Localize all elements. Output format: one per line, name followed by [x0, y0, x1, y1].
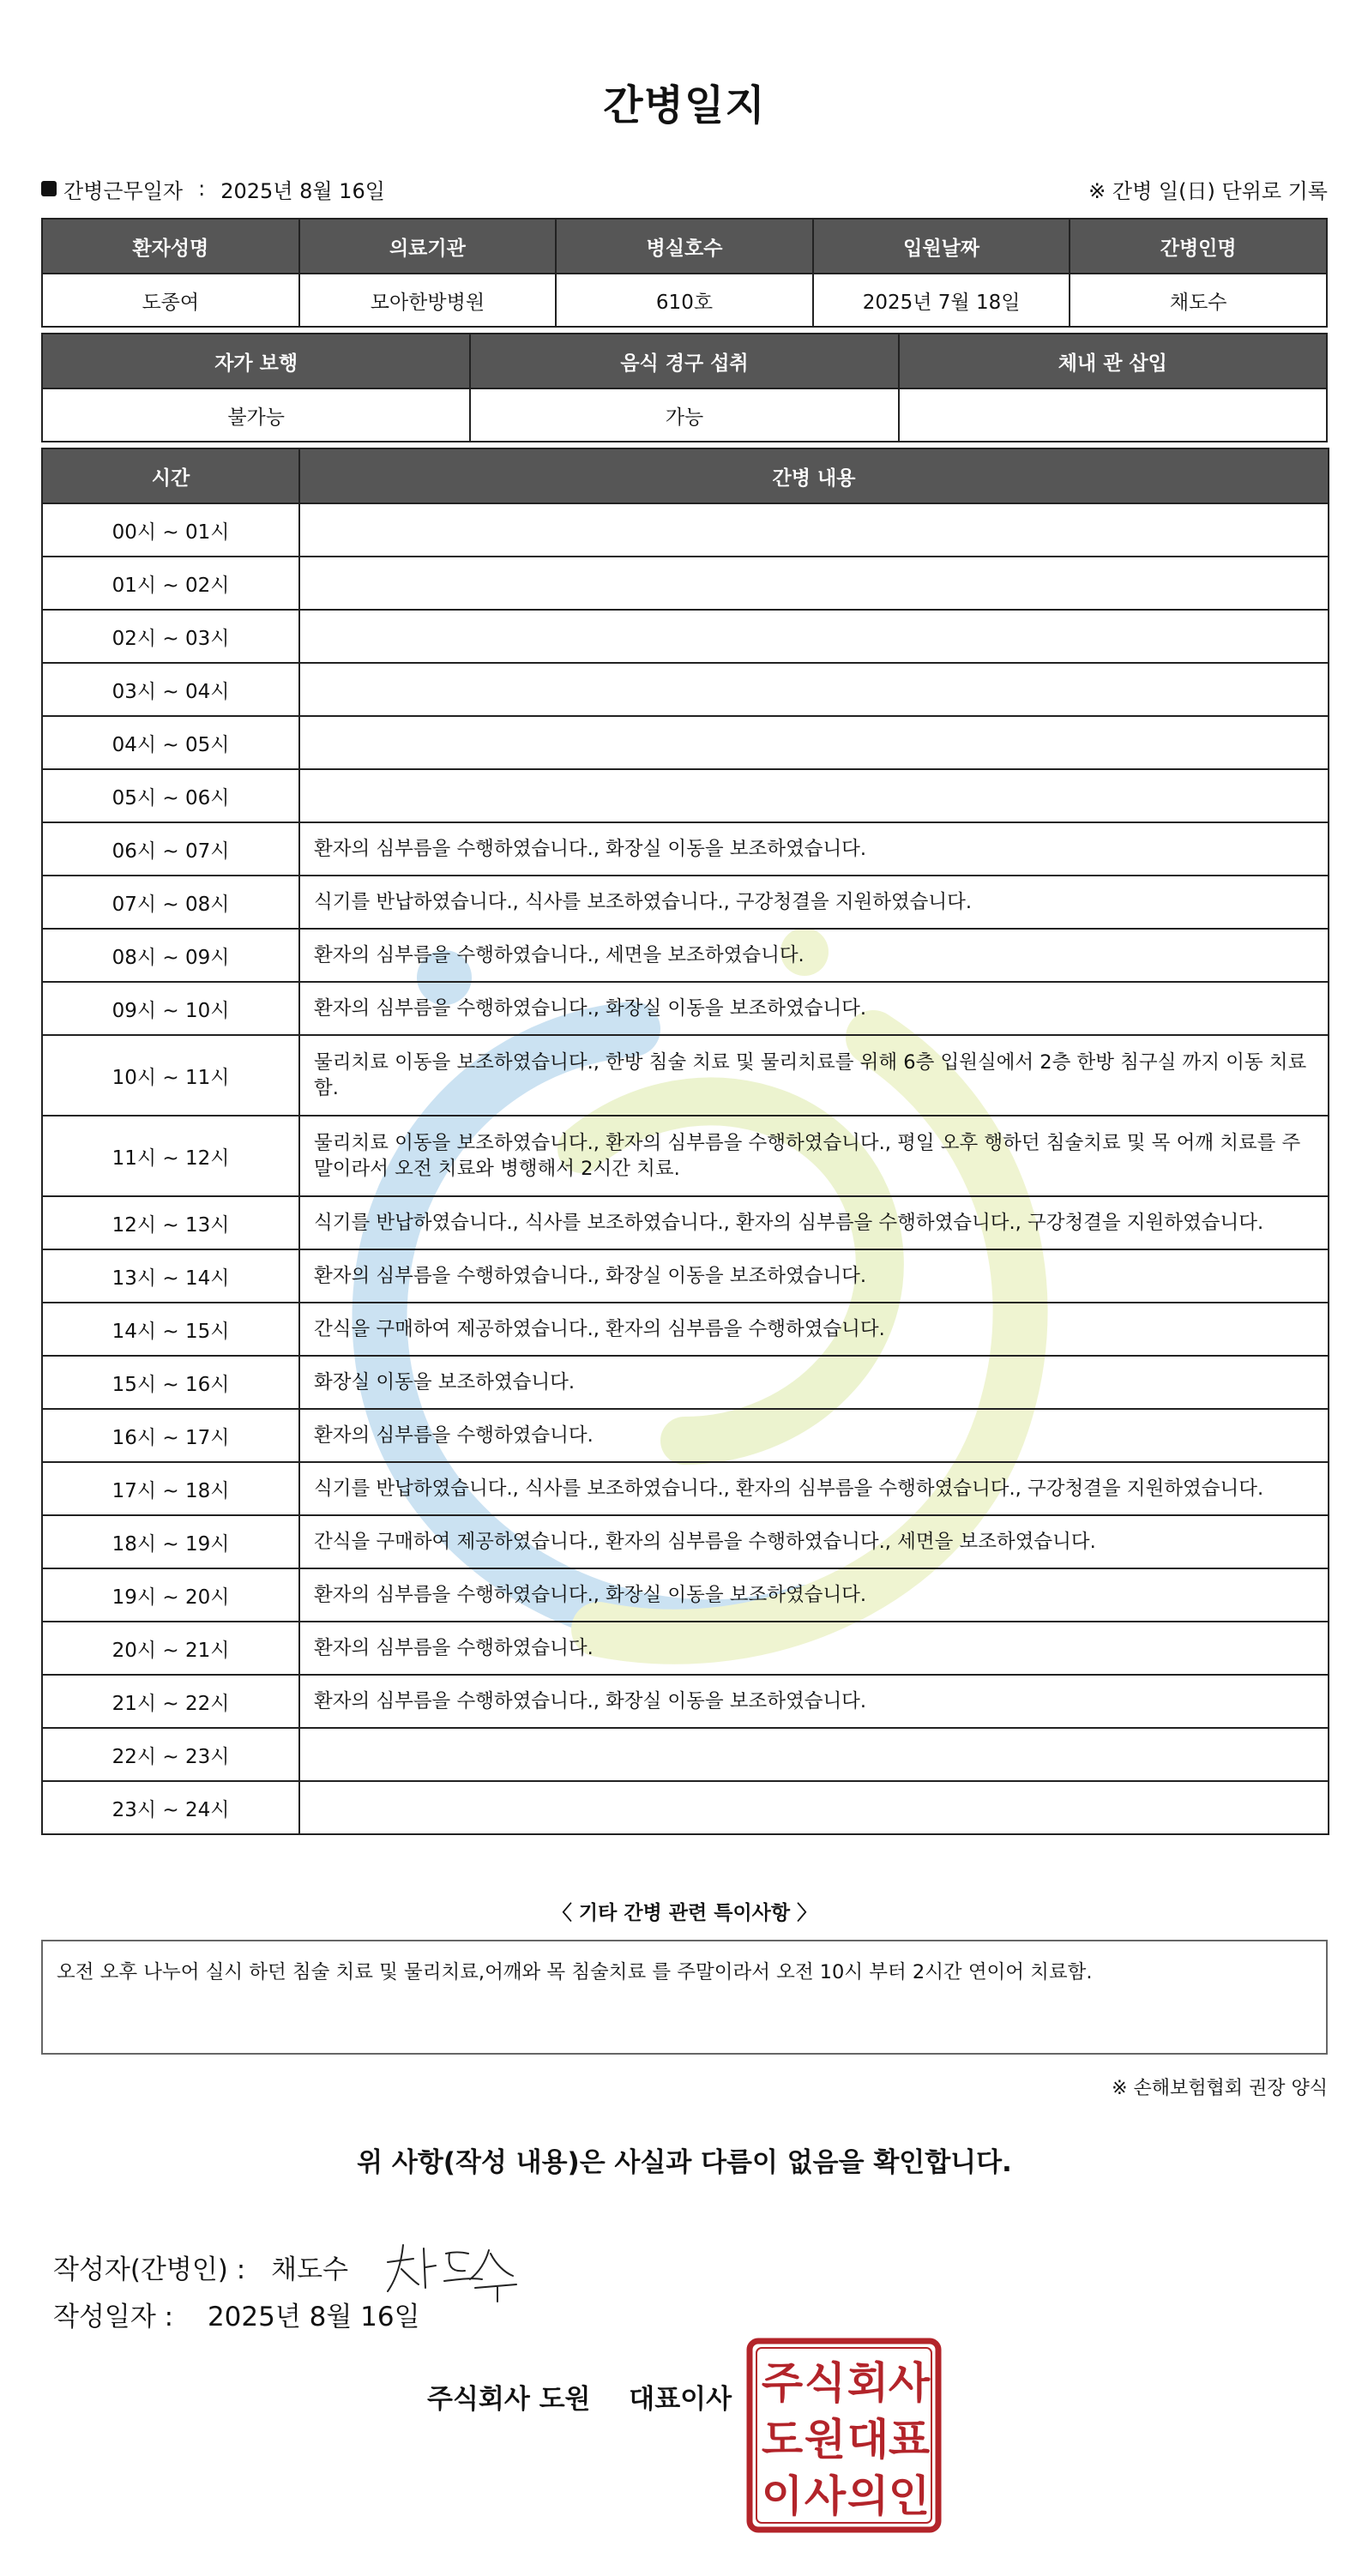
- content-cell: [299, 1728, 1329, 1781]
- time-cell: 03시 ~ 04시: [42, 663, 299, 716]
- content-cell: 간식을 구매하여 제공하였습니다., 환자의 심부름을 수행하였습니다., 세면을 보조하였습니다.: [299, 1515, 1329, 1568]
- table-row: [42, 1356, 1329, 1409]
- table-row: [42, 1303, 1329, 1356]
- header-tube-insertion: 체내 관 삽입: [899, 334, 1327, 388]
- company-line: [427, 2377, 732, 2416]
- written-date-label: 작성일자 :: [53, 2302, 174, 2332]
- caregiver-name: 채도수: [1070, 274, 1327, 327]
- content-cell: 환자의 심부름을 수행하였습니다., 화장실 이동을 보조하였습니다.: [299, 1675, 1329, 1728]
- room-number: 610호: [556, 274, 813, 327]
- header-walking: 자가 보행: [42, 334, 470, 388]
- walking-status: 불가능: [42, 388, 470, 442]
- content-cell: 환자의 심부름을 수행하였습니다., 화장실 이동을 보조하였습니다.: [299, 822, 1329, 876]
- svg-text:회: 회: [847, 2358, 889, 2408]
- header-time: 시간: [42, 448, 299, 503]
- signature-image: [379, 2228, 533, 2305]
- content-cell: [299, 557, 1329, 610]
- content-cell: 환자의 심부름을 수행하였습니다., 화장실 이동을 보조하였습니다.: [299, 1249, 1329, 1303]
- content-cell: [299, 716, 1329, 769]
- time-cell: 10시 ~ 11시: [42, 1035, 299, 1116]
- time-cell: 23시 ~ 24시: [42, 1781, 299, 1834]
- content-cell: [299, 610, 1329, 663]
- svg-text:인: 인: [888, 2471, 931, 2521]
- record-unit-note: ※ 간병 일(日) 단위로 기록: [1088, 178, 1328, 203]
- svg-text:표: 표: [888, 2415, 931, 2465]
- content-cell: 환자의 심부름을 수행하였습니다., 화장실 이동을 보조하였습니다.: [299, 1568, 1329, 1622]
- content-cell: 물리치료 이동을 보조하였습니다., 한방 침술 치료 및 물리치료를 위해 6층 입원실에서 2층 한방 침구실 까지 이동 치료함.: [299, 1035, 1329, 1116]
- hospital-name: 모아한방병원: [299, 274, 557, 327]
- content-cell: 화장실 이동을 보조하였습니다.: [299, 1356, 1329, 1409]
- time-cell: 02시 ~ 03시: [42, 610, 299, 663]
- time-cell: 22시 ~ 23시: [42, 1728, 299, 1781]
- time-cell: 06시 ~ 07시: [42, 822, 299, 876]
- table-row: [42, 1035, 1329, 1116]
- bullet-square-icon: [41, 181, 57, 196]
- notes-box: [41, 1940, 1328, 2055]
- work-date-value: 2025년 8월 16일: [220, 178, 385, 203]
- table-row: [42, 1515, 1329, 1568]
- time-cell: 04시 ~ 05시: [42, 716, 299, 769]
- patient-name: 도종여: [42, 274, 299, 327]
- svg-text:사: 사: [804, 2471, 847, 2521]
- time-cell: 11시 ~ 12시: [42, 1116, 299, 1196]
- time-cell: 18시 ~ 19시: [42, 1515, 299, 1568]
- time-cell: 19시 ~ 20시: [42, 1568, 299, 1622]
- time-cell: 15시 ~ 16시: [42, 1356, 299, 1409]
- table-row: [42, 1568, 1329, 1622]
- time-cell: 21시 ~ 22시: [42, 1675, 299, 1728]
- time-cell: 07시 ~ 08시: [42, 876, 299, 929]
- svg-text:주: 주: [761, 2358, 804, 2408]
- writer-name: 채도수: [271, 2254, 349, 2285]
- content-cell: [299, 663, 1329, 716]
- recommend-note: ※ 손해보험협회 권장 양식: [1112, 2078, 1328, 2099]
- table-row: [42, 1675, 1329, 1728]
- time-cell: 08시 ~ 09시: [42, 929, 299, 982]
- patient-info-table: [41, 218, 1328, 328]
- table-row: [42, 663, 1329, 716]
- company-rep: 대표이사: [629, 2384, 732, 2415]
- content-cell: 식기를 반납하였습니다., 식사를 보조하였습니다., 환자의 심부름을 수행하였습니다., 구강청결을 지원하였습니다.: [299, 1196, 1329, 1249]
- header-hospital: 의료기관: [299, 219, 557, 274]
- header-caregiver: 간병인명: [1070, 219, 1327, 274]
- svg-text:사: 사: [888, 2358, 931, 2408]
- content-cell: 환자의 심부름을 수행하였습니다., 화장실 이동을 보조하였습니다.: [299, 982, 1329, 1035]
- content-cell: [299, 1781, 1329, 1834]
- table-row: [42, 876, 1329, 929]
- written-date-line: [53, 2295, 420, 2333]
- content-cell: 환자의 심부름을 수행하였습니다., 세면을 보조하였습니다.: [299, 929, 1329, 982]
- time-cell: 05시 ~ 06시: [42, 769, 299, 822]
- time-cell: 00시 ~ 01시: [42, 503, 299, 557]
- care-log-document: [41, 0, 1328, 2576]
- notes-text: 오전 오후 나누어 실시 하던 침술 치료 및 물리치료,어깨와 목 침술치료 를 주말이라서 오전 10시 부터 2시간 연이어 치료함.: [57, 1961, 1093, 1983]
- company-name: 주식회사 도원: [427, 2384, 591, 2415]
- table-row: [42, 503, 1329, 557]
- header-oral-intake: 음식 경구 섭취: [470, 334, 898, 388]
- content-cell: 식기를 반납하였습니다., 식사를 보조하였습니다., 구강청결을 지원하였습니다.: [299, 876, 1329, 929]
- table-row: [42, 1622, 1329, 1675]
- table-row: [42, 1462, 1329, 1515]
- work-date: [41, 174, 385, 204]
- table-row: [42, 1781, 1329, 1834]
- time-cell: 17시 ~ 18시: [42, 1462, 299, 1515]
- time-cell: 16시 ~ 17시: [42, 1409, 299, 1462]
- table-row: [42, 557, 1329, 610]
- header-patient-name: 환자성명: [42, 219, 299, 274]
- table-row: [42, 610, 1329, 663]
- confirm-statement: 위 사항(작성 내용)은 사실과 다름이 없음을 확인합니다.: [357, 2147, 1012, 2178]
- header-care-content: 간병 내용: [299, 448, 1329, 503]
- notes-title: 〈 기타 간병 관련 특이사항 〉: [551, 1902, 817, 1924]
- meta-row: [41, 172, 1328, 206]
- written-date-value: 2025년 8월 16일: [207, 2302, 420, 2332]
- table-row: [42, 716, 1329, 769]
- table-row: [42, 1116, 1329, 1196]
- svg-text:의: 의: [847, 2471, 889, 2521]
- table-row: [42, 1249, 1329, 1303]
- table-row: [42, 1409, 1329, 1462]
- svg-text:식: 식: [804, 2358, 847, 2408]
- table-row: [42, 982, 1329, 1035]
- tube-insertion-status: [899, 388, 1327, 442]
- writer-label: 작성자(간병인) :: [53, 2254, 246, 2285]
- time-cell: 13시 ~ 14시: [42, 1249, 299, 1303]
- content-cell: 간식을 구매하여 제공하였습니다., 환자의 심부름을 수행하였습니다.: [299, 1303, 1329, 1356]
- hourly-care-table: [41, 448, 1329, 1835]
- svg-text:원: 원: [804, 2415, 847, 2465]
- header-admission-date: 입원날짜: [813, 219, 1070, 274]
- svg-text:대: 대: [847, 2415, 889, 2465]
- time-cell: 09시 ~ 10시: [42, 982, 299, 1035]
- work-date-sep: :: [198, 177, 206, 201]
- content-cell: 물리치료 이동을 보조하였습니다., 환자의 심부름을 수행하였습니다., 평일 오후 행하던 침술치료 및 목 어깨 치료를 주말이라서 오전 치료와 병행해서 2시간 치료.: [299, 1116, 1329, 1196]
- content-cell: 식기를 반납하였습니다., 식사를 보조하였습니다., 환자의 심부름을 수행하였습니다., 구강청결을 지원하였습니다.: [299, 1462, 1329, 1515]
- oral-intake-status: 가능: [470, 388, 898, 442]
- admission-date: 2025년 7월 18일: [813, 274, 1070, 327]
- table-row: [42, 822, 1329, 876]
- header-room: 병실호수: [556, 219, 813, 274]
- content-cell: 환자의 심부름을 수행하였습니다.: [299, 1409, 1329, 1462]
- content-cell: [299, 503, 1329, 557]
- content-cell: [299, 769, 1329, 822]
- svg-text:이: 이: [761, 2471, 804, 2521]
- patient-status-table: [41, 333, 1328, 442]
- work-date-label: 간병근무일자: [63, 178, 184, 203]
- writer-line: [53, 2228, 533, 2305]
- table-row: [42, 1196, 1329, 1249]
- table-row: [42, 769, 1329, 822]
- page-title: 간병일지: [603, 81, 766, 129]
- company-seal-stamp: [746, 2338, 942, 2533]
- table-row: [42, 929, 1329, 982]
- time-cell: 01시 ~ 02시: [42, 557, 299, 610]
- time-cell: 14시 ~ 15시: [42, 1303, 299, 1356]
- svg-text:도: 도: [761, 2415, 804, 2465]
- time-cell: 20시 ~ 21시: [42, 1622, 299, 1675]
- table-row: [42, 1728, 1329, 1781]
- content-cell: 환자의 심부름을 수행하였습니다.: [299, 1622, 1329, 1675]
- time-cell: 12시 ~ 13시: [42, 1196, 299, 1249]
